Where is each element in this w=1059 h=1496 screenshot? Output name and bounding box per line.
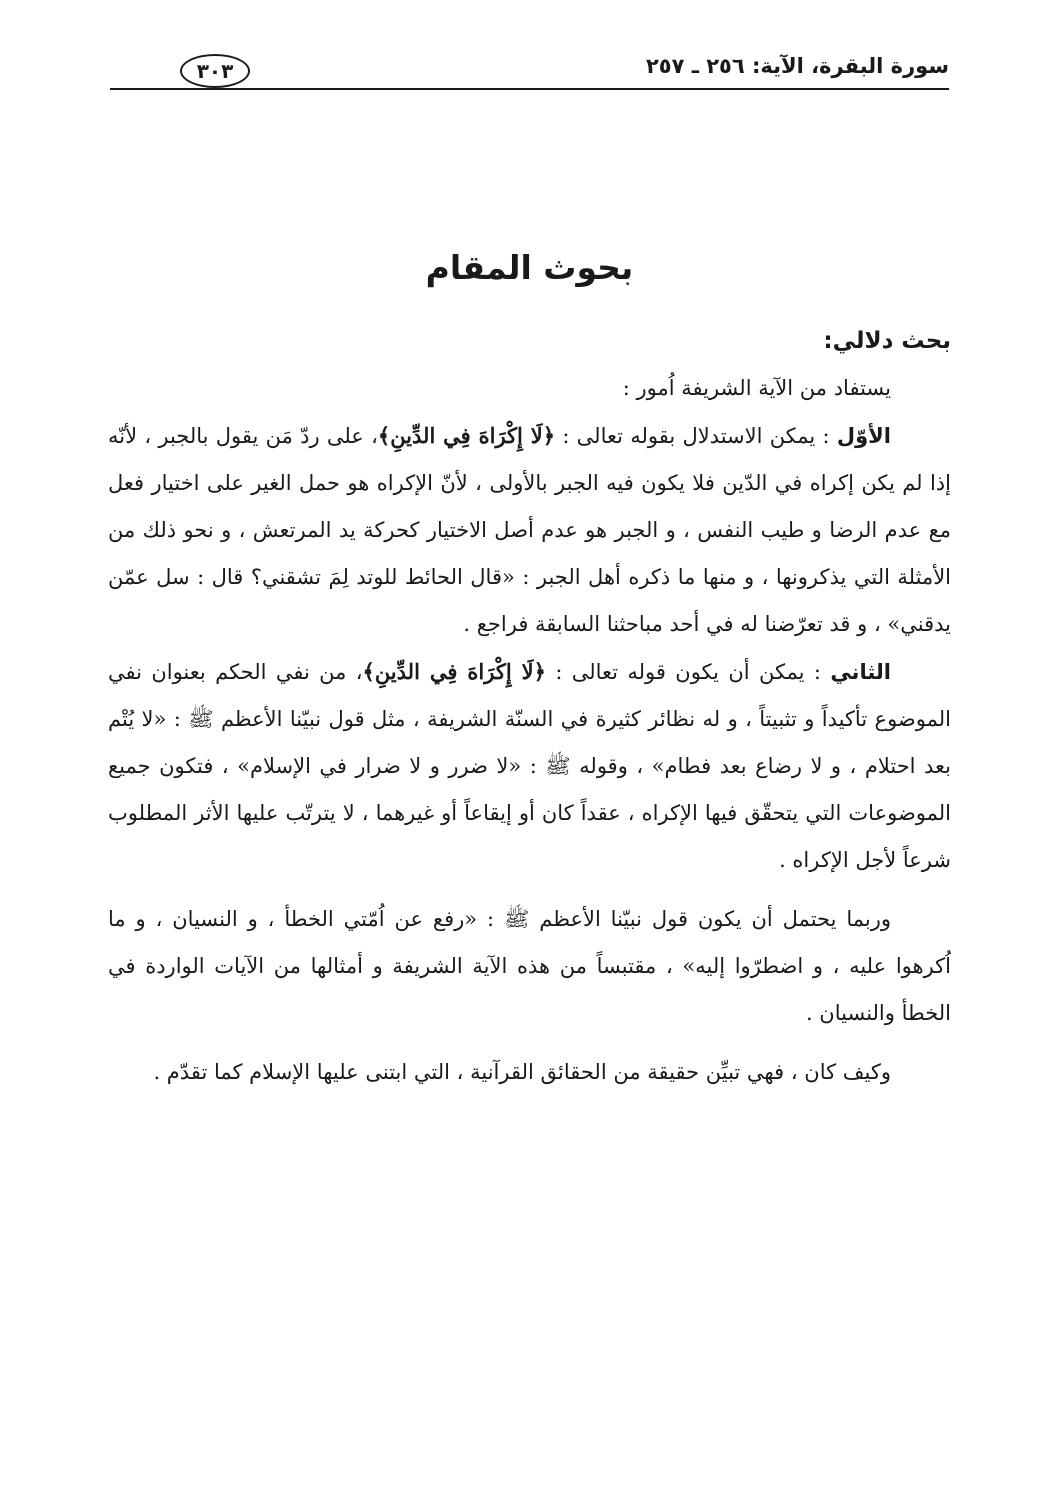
section-title: بحوث المقام xyxy=(425,248,634,287)
running-header xyxy=(110,50,949,90)
page-number: ٣٠٣ xyxy=(180,54,250,88)
body-content xyxy=(108,318,951,1096)
paragraph-first-text-b: ، على ردّ مَن يقول بالجبر ، لأنّه إذا لم يكن إكراه في الدّين فلا يكون فيه الجبر بالأولى ، لأنّ الإكراه هو حمل الغير على اختيار فعل مع عدم الرضا و طيب النفس ، و الجبر هو عدم أصل الاختيار كحركة يد المرتعش ، و نحو ذلك من الأمثلة التي يذكرونها ، و منها ما ذكره أهل الجبر : «قال الحائط للوتد لِمَ تشقني؟ قال : سل عمّن يدقني» ، و قد تعرّضنا له في أحد مباحثنا السابقة فراجع . xyxy=(108,424,951,636)
paragraph-first-text-a: : يمكن الاستدلال بقوله تعالى : xyxy=(555,424,837,448)
paragraph-second-text-a: : يمكن أن يكون قوله تعالى : xyxy=(545,660,831,684)
paragraph-first-quran: ﴿لَا إِكْرَاهَ فِي الدِّينِ﴾ xyxy=(377,423,556,448)
paragraph-first-lead: الأوّل xyxy=(836,424,891,448)
paragraph-fourth: وكيف كان ، فهي تبيِّن حقيقة من الحقائق القرآنية ، التي ابتنى عليها الإسلام كما تقدّم . xyxy=(153,1060,891,1084)
paragraph-second-text-b: ، من نفي الحكم بعنوان نفي الموضوع تأكيداً و تثبيتاً ، و له نظائر كثيرة في السنّة الشريفة ، مثل قول نبيّنا الأعظم ﷺ : «لا يُتْم بعد احتلام ، و لا رضاع بعد فطام» ، وقوله ﷺ : «لا ضرر و لا ضرار في الإسلام» ، فتكون جميع الموضوعات التي يتحقّق فيها الإكراه ، عقداً كان أو إيقاعاً أو غيرهما ، لا يترتّب عليها الأثر المطلوب شرعاً لأجل الإكراه . xyxy=(108,660,952,872)
paragraph-second xyxy=(108,648,951,884)
paragraph-first xyxy=(108,412,951,648)
intro-paragraph: يستفاد من الآية الشريفة اُمور : xyxy=(622,376,891,400)
paragraph-second-quran: ﴿لَا إِكْرَاهَ فِي الدِّينِ﴾ xyxy=(362,659,546,684)
header-title: سورة البقرة، الآية: ٢٥٦ ـ ٢٥٧ xyxy=(645,54,949,78)
paragraph-second-lead: الثاني xyxy=(830,660,891,684)
paragraph-third: وربما يحتمل أن يكون قول نبيّنا الأعظم ﷺ : «رفع عن اُمّتي الخطأ ، و النسيان ، و ما اُكرهوا عليه ، و اضطرّوا إليه» ، مقتبساً من هذه الآية الشريفة و أمثالها من الآيات الواردة في الخطأ والنسيان . xyxy=(108,907,951,1025)
header-rule xyxy=(110,88,949,90)
subheading: بحث دلالي: xyxy=(823,328,951,354)
